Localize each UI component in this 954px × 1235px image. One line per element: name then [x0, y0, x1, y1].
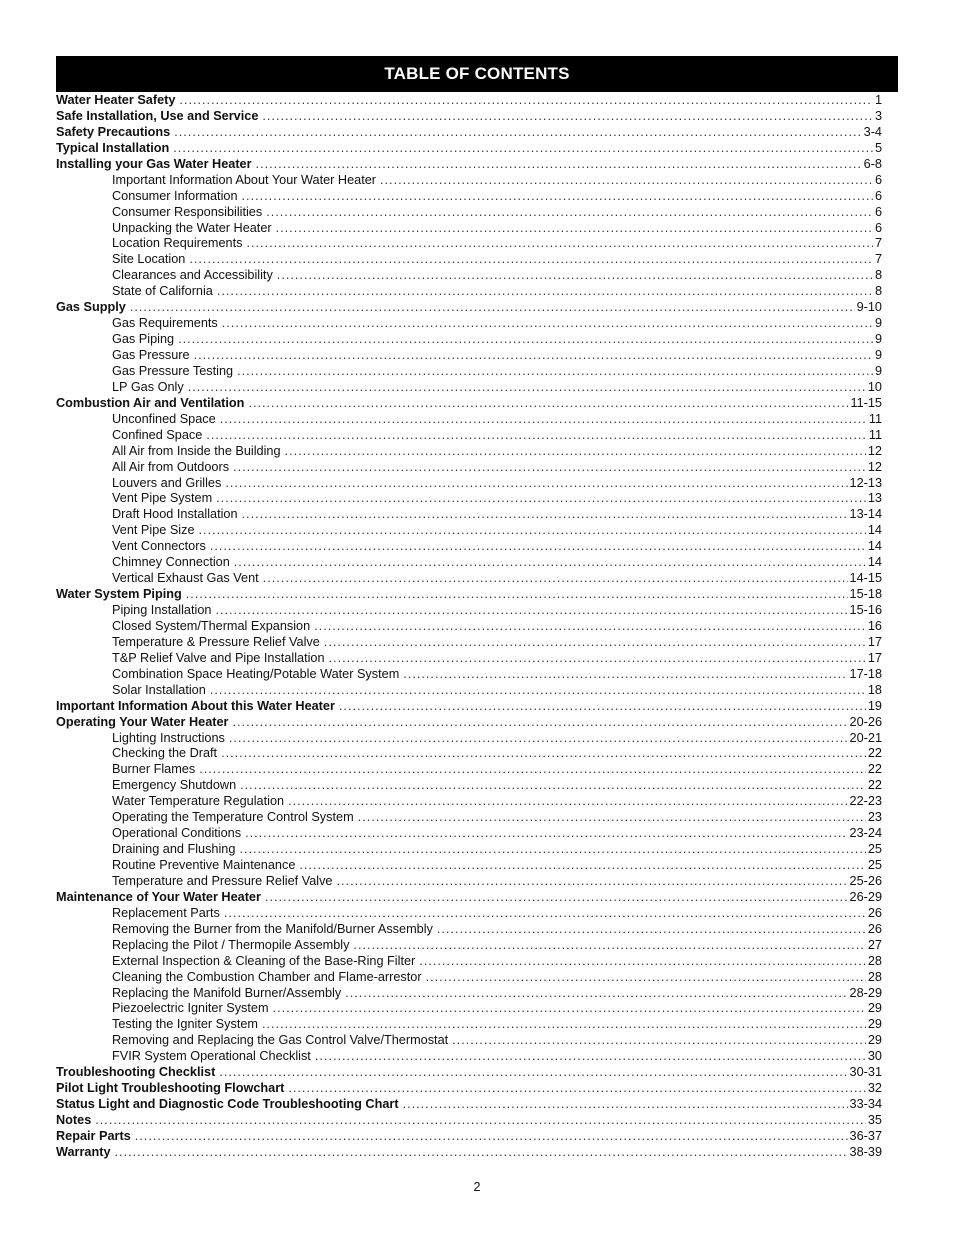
dot-leader [222, 316, 873, 332]
dot-leader [189, 252, 873, 268]
toc-entry-page: 33-34 [849, 1097, 882, 1112]
dot-leader [380, 173, 873, 189]
toc-subsection-entry[interactable] [56, 555, 882, 571]
toc-section-entry[interactable] [56, 587, 882, 603]
toc-entry-page: 14 [867, 523, 882, 538]
toc-entry-label: Clearances and Accessibility [112, 268, 273, 283]
toc-entry-page: 26 [867, 921, 882, 936]
toc-section-entry[interactable] [56, 715, 882, 731]
toc-entry-page: 12 [867, 443, 882, 458]
toc-entry-page: 23 [867, 810, 882, 825]
toc-subsection-entry[interactable] [56, 842, 882, 858]
toc-subsection-entry[interactable] [56, 268, 882, 284]
toc-entry-page: 6 [874, 172, 882, 187]
dot-leader [403, 1097, 848, 1113]
dot-leader [237, 364, 873, 380]
dot-leader [339, 699, 866, 715]
toc-subsection-entry[interactable] [56, 1033, 882, 1049]
toc-section-entry[interactable] [56, 699, 882, 715]
toc-entry-page: 29 [867, 1033, 882, 1048]
toc-entry-label: Installing your Gas Water Heater [56, 156, 252, 171]
toc-entry-page: 28 [867, 969, 882, 984]
toc-subsection-entry[interactable] [56, 332, 882, 348]
toc-entry-page: 8 [874, 268, 882, 283]
toc-entry-page: 17 [867, 634, 882, 649]
toc-entry-page: 13-14 [849, 507, 882, 522]
toc-subsection-entry[interactable] [56, 635, 882, 651]
toc-subsection-entry[interactable] [56, 205, 882, 221]
toc-entry-label: Vent Pipe Size [112, 523, 195, 538]
toc-entry-page: 6 [874, 204, 882, 219]
dot-leader [186, 587, 848, 603]
toc-entry-page: 11 [868, 427, 882, 442]
toc-entry-page: 1 [874, 93, 882, 107]
toc-entry-page: 14 [867, 539, 882, 554]
toc-entry-label: Vent Pipe System [112, 491, 213, 506]
dot-leader [276, 221, 873, 237]
dot-leader [188, 380, 866, 396]
toc-section-entry[interactable] [56, 157, 882, 173]
toc-entry-label: External Inspection & Cleaning of the Base-Ring Filter [112, 953, 416, 968]
toc-section-entry[interactable] [56, 300, 882, 316]
toc-entry-page: 17-18 [849, 666, 882, 681]
toc-subsection-entry[interactable] [56, 364, 882, 380]
toc-entry-label: Consumer Responsibilities [112, 204, 263, 219]
toc-subsection-entry[interactable] [56, 619, 882, 635]
toc-entry-label: State of California [112, 284, 213, 299]
toc-entry-label: Important Information About Your Water Heater [112, 172, 376, 187]
toc-entry-page: 12 [867, 459, 882, 474]
toc-entry-page: 25-26 [849, 873, 882, 888]
toc-subsection-entry[interactable] [56, 1017, 882, 1033]
toc-subsection-entry[interactable] [56, 874, 882, 890]
toc-entry-page: 32 [867, 1081, 882, 1096]
dot-leader [210, 683, 866, 699]
toc-entry-label: Water System Piping [56, 587, 182, 602]
dot-leader [452, 1033, 866, 1049]
dot-leader [353, 938, 865, 954]
toc-entry-label: Consumer Information [112, 188, 238, 203]
dot-leader [95, 1113, 866, 1129]
toc-entry-page: 9 [874, 332, 882, 347]
toc-section-entry[interactable] [56, 1081, 882, 1097]
toc-subsection-entry[interactable] [56, 794, 882, 810]
toc-entry-label: Lighting Instructions [112, 730, 225, 745]
dot-leader [403, 667, 847, 683]
toc-entry-label: Removing the Burner from the Manifold/Burner Assembly [112, 921, 433, 936]
toc-entry-label: Status Light and Diagnostic Code Troubleshooting Chart [56, 1097, 399, 1112]
toc-entry-page: 29 [867, 1017, 882, 1032]
dot-leader [234, 555, 866, 571]
toc-subsection-entry[interactable] [56, 731, 882, 747]
dot-leader [199, 762, 866, 778]
toc-entry-page: 26-29 [849, 889, 882, 904]
toc-subsection-entry[interactable] [56, 189, 882, 205]
toc-entry-label: Troubleshooting Checklist [56, 1065, 216, 1080]
toc-entry-label: Gas Piping [112, 332, 175, 347]
dot-leader [239, 842, 865, 858]
toc-subsection-entry[interactable] [56, 746, 882, 762]
toc-entry-label: Safety Precautions [56, 124, 171, 139]
toc-entry-label: Site Location [112, 252, 186, 267]
toc-section-entry[interactable] [56, 109, 882, 125]
toc-entry-label: FVIR System Operational Checklist [112, 1049, 311, 1064]
toc-subsection-entry[interactable] [56, 922, 882, 938]
toc-section-entry[interactable] [56, 1129, 882, 1145]
toc-entry-label: Location Requirements [112, 236, 243, 251]
toc-entry-page: 11 [868, 411, 882, 426]
toc-entry-label: Water Temperature Regulation [112, 794, 285, 809]
toc-entry-page: 9 [874, 348, 882, 362]
toc-entry-page: 14-15 [849, 571, 882, 586]
toc-entry-page: 28 [867, 953, 882, 968]
toc-subsection-entry[interactable] [56, 683, 882, 699]
dot-leader [194, 348, 873, 364]
toc-entry-page: 10 [867, 379, 882, 394]
dot-leader [277, 268, 873, 284]
dot-leader [115, 1145, 848, 1161]
toc-entry-label: Confined Space [112, 427, 203, 442]
toc-entry-label: Piping Installation [112, 603, 212, 617]
toc-subsection-entry[interactable] [56, 571, 882, 587]
dot-leader [219, 1065, 847, 1081]
toc-entry-label: Piezoelectric Igniter System [112, 1001, 269, 1016]
toc-entry-label: Replacing the Pilot / Thermopile Assembly [112, 937, 350, 952]
toc-entry-label: Water Heater Safety [56, 93, 176, 107]
toc-subsection-entry[interactable] [56, 810, 882, 826]
toc-subsection-entry[interactable] [56, 444, 882, 460]
toc-subsection-entry[interactable] [56, 954, 882, 970]
dot-leader [216, 491, 866, 507]
dot-leader [265, 890, 848, 906]
toc-entry-label: Operating the Temperature Control System [112, 810, 354, 825]
toc-entry-label: T&P Relief Valve and Pipe Installation [112, 650, 325, 665]
toc-subsection-entry[interactable] [56, 603, 882, 619]
toc-subsection-entry[interactable] [56, 348, 882, 364]
toc-entry-label: Checking the Draft [112, 746, 218, 761]
toc-entry-label: Operational Conditions [112, 826, 242, 841]
toc-entry-page: 16 [867, 618, 882, 633]
toc-section-entry[interactable] [56, 1113, 882, 1129]
toc-entry-page: 22 [867, 746, 882, 761]
toc-subsection-entry[interactable] [56, 428, 882, 444]
dot-leader [225, 476, 847, 492]
toc-entry-page: 29 [867, 1001, 882, 1016]
toc-subsection-entry[interactable] [56, 938, 882, 954]
toc-entry-label: Draft Hood Installation [112, 507, 238, 522]
dot-leader [324, 635, 866, 651]
toc-entry-page: 7 [874, 236, 882, 251]
toc-entry-page: 28-29 [849, 985, 882, 1000]
dot-leader [135, 1129, 848, 1145]
dot-leader [210, 539, 866, 555]
toc-entry-label: Operating Your Water Heater [56, 714, 229, 729]
dot-leader [315, 1049, 866, 1065]
toc-entry-label: Testing the Igniter System [112, 1017, 258, 1032]
dot-leader [215, 603, 847, 619]
page-title: TABLE OF CONTENTS [384, 64, 570, 83]
toc-entry-label: Notes [56, 1113, 92, 1127]
toc-section-entry[interactable] [56, 125, 882, 141]
toc-entry-page: 8 [874, 284, 882, 299]
dot-leader [358, 810, 866, 826]
toc-entry-label: Repair Parts [56, 1128, 131, 1143]
dot-leader [288, 794, 847, 810]
toc-entry-label: Emergency Shutdown [112, 778, 237, 793]
dot-leader [245, 826, 847, 842]
toc-entry-page: 7 [874, 252, 882, 267]
toc-entry-label: Pilot Light Troubleshooting Flowchart [56, 1081, 285, 1096]
dot-leader [233, 460, 866, 476]
dot-leader [437, 922, 866, 938]
toc-header-bar [56, 56, 898, 92]
toc-entry-page: 17 [867, 650, 882, 665]
toc-entry-label: Typical Installation [56, 140, 170, 155]
dot-leader [220, 412, 867, 428]
toc-entry-page: 19 [867, 698, 882, 713]
toc-entry-page: 22 [867, 762, 882, 777]
toc-entry-page: 5 [874, 140, 882, 155]
toc-entry-page: 9 [874, 363, 882, 378]
toc-section-entry[interactable] [56, 141, 882, 157]
toc-subsection-entry[interactable] [56, 1001, 882, 1017]
toc-entry-page: 14 [867, 555, 882, 570]
dot-leader [221, 746, 866, 762]
toc-subsection-entry[interactable] [56, 476, 882, 492]
dot-leader [242, 507, 848, 523]
toc-entry-label: Gas Supply [56, 300, 126, 315]
toc-entry-label: Closed System/Thermal Expansion [112, 618, 311, 633]
toc-entry-label: Removing and Replacing the Gas Control Valve/Thermostat [112, 1033, 449, 1048]
dot-leader [233, 715, 848, 731]
toc-entry-page: 13 [867, 491, 882, 506]
toc-section-entry[interactable] [56, 1145, 882, 1161]
toc-entry-page: 30-31 [849, 1065, 882, 1080]
toc-subsection-entry[interactable] [56, 667, 882, 683]
toc-section-entry[interactable] [56, 890, 882, 906]
toc-entry-page: 9-10 [856, 300, 882, 315]
toc-entry-label: Safe Installation, Use and Service [56, 108, 259, 123]
dot-leader [426, 970, 866, 986]
dot-leader [242, 189, 873, 205]
toc-entry-page: 25 [867, 858, 882, 872]
table-of-contents [56, 93, 882, 1161]
toc-entry-page: 36-37 [849, 1128, 882, 1143]
toc-section-entry[interactable] [56, 1065, 882, 1081]
dot-leader [419, 954, 866, 970]
dot-leader [345, 986, 847, 1002]
toc-entry-label: Gas Requirements [112, 316, 218, 331]
toc-entry-page: 30 [867, 1049, 882, 1064]
toc-entry-label: LP Gas Only [112, 379, 184, 394]
dot-leader [240, 778, 866, 794]
toc-entry-label: Combustion Air and Ventilation [56, 395, 245, 410]
toc-entry-label: Vertical Exhaust Gas Vent [112, 571, 259, 586]
dot-leader [224, 906, 866, 922]
toc-subsection-entry[interactable] [56, 252, 882, 268]
dot-leader [229, 731, 848, 747]
toc-entry-page: 38-39 [849, 1144, 882, 1159]
dot-leader [199, 523, 866, 539]
toc-entry-page: 12-13 [849, 475, 882, 490]
toc-entry-label: Gas Pressure Testing [112, 363, 234, 378]
toc-entry-label: Chimney Connection [112, 555, 230, 570]
toc-entry-page: 6 [874, 188, 882, 203]
dot-leader [288, 1081, 866, 1097]
toc-entry-label: All Air from Inside the Building [112, 443, 281, 458]
dot-leader [337, 874, 848, 890]
dot-leader [273, 1001, 866, 1017]
dot-leader [262, 109, 873, 125]
dot-leader [206, 428, 867, 444]
toc-entry-page: 20-26 [849, 714, 882, 729]
toc-entry-label: Maintenance of Your Water Heater [56, 889, 261, 904]
dot-leader [285, 444, 866, 460]
dot-leader [299, 858, 866, 874]
dot-leader [246, 236, 872, 252]
dot-leader [173, 141, 873, 157]
toc-entry-label: Unconfined Space [112, 411, 216, 426]
page-number: 2 [473, 1180, 481, 1194]
dot-leader [262, 1017, 866, 1033]
toc-subsection-entry[interactable] [56, 539, 882, 555]
toc-entry-label: Replacement Parts [112, 905, 220, 920]
toc-subsection-entry[interactable] [56, 460, 882, 476]
toc-subsection-entry[interactable] [56, 1049, 882, 1065]
toc-subsection-entry[interactable] [56, 762, 882, 778]
toc-entry-label: Temperature and Pressure Relief Valve [112, 873, 333, 888]
toc-subsection-entry[interactable] [56, 316, 882, 332]
toc-subsection-entry[interactable] [56, 523, 882, 539]
toc-entry-label: Burner Flames [112, 762, 196, 777]
toc-subsection-entry[interactable] [56, 380, 882, 396]
toc-entry-label: Routine Preventive Maintenance [112, 858, 296, 872]
toc-entry-page: 15-18 [849, 587, 882, 602]
dot-leader [314, 619, 866, 635]
toc-subsection-entry[interactable] [56, 651, 882, 667]
toc-subsection-entry[interactable] [56, 826, 882, 842]
toc-entry-label: Temperature & Pressure Relief Valve [112, 634, 320, 649]
toc-section-entry[interactable] [56, 1097, 882, 1113]
toc-subsection-entry[interactable] [56, 412, 882, 428]
toc-entry-page: 6 [874, 220, 882, 235]
dot-leader [266, 205, 873, 221]
dot-leader [178, 332, 873, 348]
toc-subsection-entry[interactable] [56, 507, 882, 523]
toc-entry-label: Draining and Flushing [112, 842, 236, 857]
dot-leader [329, 651, 866, 667]
toc-subsection-entry[interactable] [56, 986, 882, 1002]
toc-entry-page: 3 [874, 108, 882, 123]
dot-leader [256, 157, 862, 173]
dot-leader [179, 93, 873, 109]
toc-subsection-entry[interactable] [56, 906, 882, 922]
dot-leader [248, 396, 848, 412]
toc-entry-page: 18 [867, 682, 882, 697]
toc-entry-label: Unpacking the Water Heater [112, 220, 272, 235]
dot-leader [130, 300, 855, 316]
toc-subsection-entry[interactable] [56, 284, 882, 300]
toc-entry-page: 23-24 [849, 826, 882, 841]
toc-entry-label: Vent Connectors [112, 539, 206, 554]
dot-leader [174, 125, 861, 141]
toc-subsection-entry[interactable] [56, 173, 882, 189]
toc-entry-page: 11-15 [850, 395, 882, 410]
toc-entry-label: Warranty [56, 1144, 111, 1159]
toc-subsection-entry[interactable] [56, 221, 882, 237]
toc-entry-page: 27 [867, 937, 882, 952]
toc-entry-label: Important Information About this Water Heater [56, 698, 335, 713]
toc-subsection-entry[interactable] [56, 778, 882, 794]
toc-section-entry[interactable] [56, 93, 882, 109]
toc-entry-page: 3-4 [863, 124, 882, 139]
toc-entry-page: 25 [867, 842, 882, 857]
dot-leader [263, 571, 848, 587]
dot-leader [217, 284, 873, 300]
toc-entry-label: Combination Space Heating/Potable Water System [112, 666, 400, 681]
toc-subsection-entry[interactable] [56, 236, 882, 252]
toc-entry-label: Replacing the Manifold Burner/Assembly [112, 985, 342, 1000]
toc-entry-page: 35 [867, 1113, 882, 1127]
toc-entry-page: 15-16 [849, 603, 882, 617]
toc-entry-page: 26 [867, 905, 882, 920]
toc-entry-label: Solar Installation [112, 682, 206, 697]
toc-subsection-entry[interactable] [56, 970, 882, 986]
toc-section-entry[interactable] [56, 396, 882, 412]
toc-entry-label: Gas Pressure [112, 348, 190, 362]
toc-subsection-entry[interactable] [56, 858, 882, 874]
toc-entry-page: 20-21 [849, 730, 882, 745]
toc-entry-label: All Air from Outdoors [112, 459, 230, 474]
toc-entry-page: 6-8 [863, 156, 882, 171]
toc-entry-page: 9 [874, 316, 882, 331]
toc-entry-label: Louvers and Grilles [112, 475, 222, 490]
toc-entry-page: 22 [867, 778, 882, 793]
toc-entry-label: Cleaning the Combustion Chamber and Flame-arrestor [112, 969, 422, 984]
toc-subsection-entry[interactable] [56, 491, 882, 507]
toc-entry-page: 22-23 [849, 794, 882, 809]
